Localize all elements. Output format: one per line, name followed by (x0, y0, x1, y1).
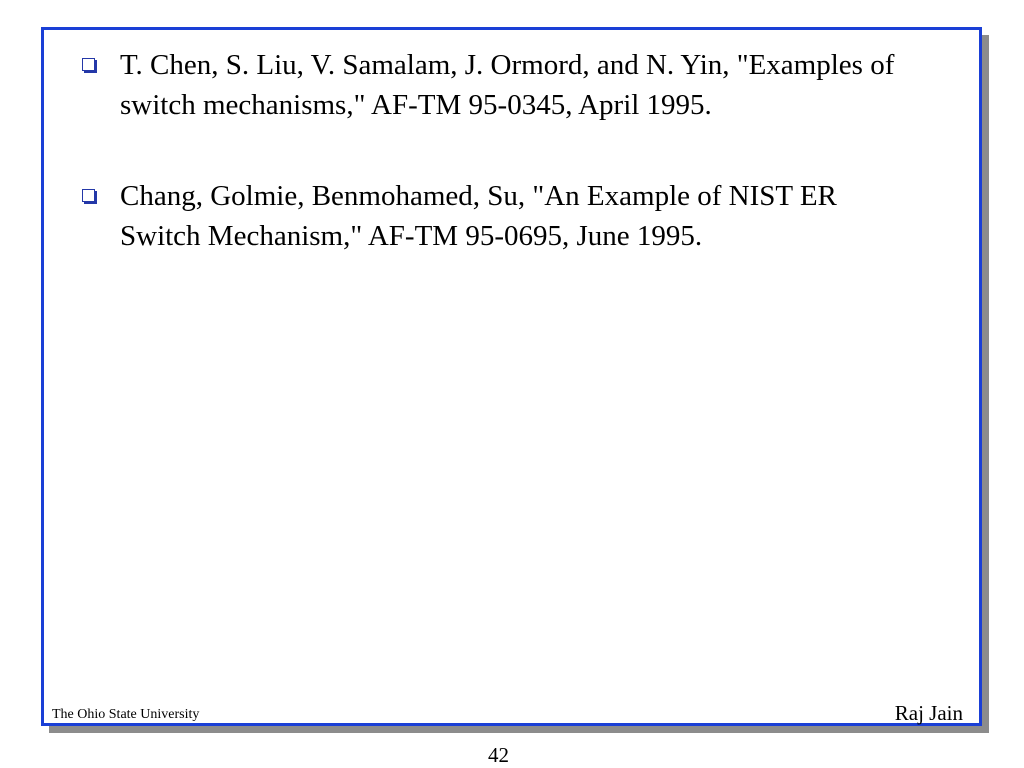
page-number: 42 (488, 743, 509, 767)
square-bullet-icon (82, 189, 95, 202)
reference-text: Chang, Golmie, Benmohamed, Su, "An Example of NIST ER Switch Mechanism," AF-TM 95-0695, June 1995. (120, 180, 837, 252)
footer-author: Raj Jain (894, 701, 963, 725)
footer-institution: The Ohio State University (52, 707, 200, 722)
reference-text: T. Chen, S. Liu, V. Samalam, J. Ormord, and N. Yin, "Examples of switch mechanisms," AF-TM 95-0345, April 1995. (120, 49, 895, 121)
reference-item (120, 45, 920, 125)
slide-frame (41, 27, 982, 726)
reference-item (120, 176, 920, 256)
square-bullet-icon (82, 58, 95, 71)
